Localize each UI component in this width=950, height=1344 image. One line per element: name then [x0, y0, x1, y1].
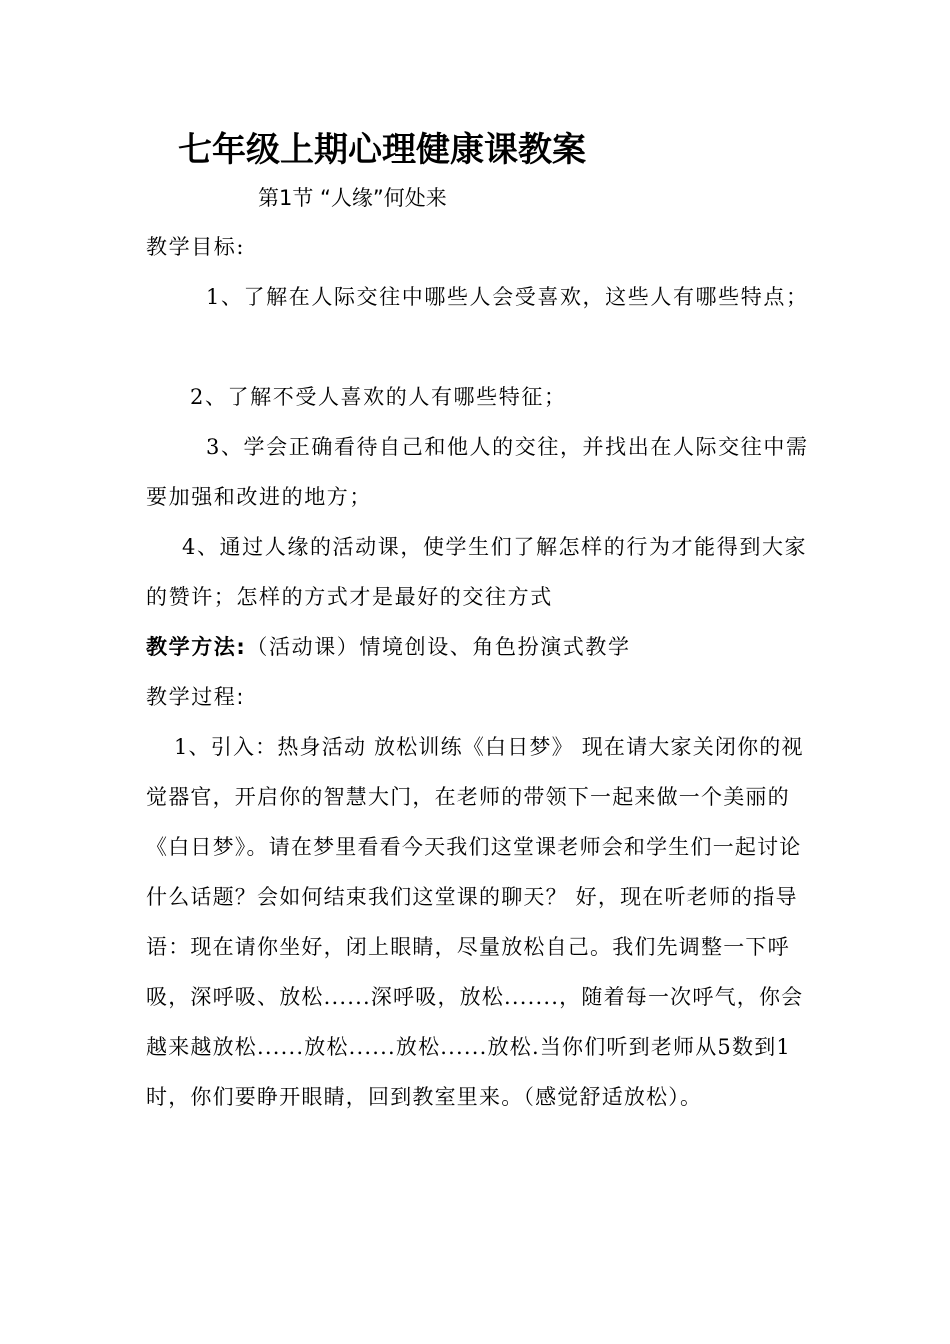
method-text: （活动课）情境创设、角色扮演式教学: [246, 635, 631, 659]
objective-item-1: 1、了解在人际交往中哪些人会受喜欢，这些人有哪些特点；: [206, 285, 809, 309]
objective-item-2: 2、了解不受人喜欢的人有哪些特征；: [190, 385, 567, 409]
lesson-subtitle: 第1节 “人缘”何处来: [258, 186, 447, 210]
document-title: 七年级上期心理健康课教案: [178, 130, 586, 170]
process-heading: 教学过程:: [146, 685, 246, 709]
objective-item-3: 3、学会正确看待自己和他人的交往，并找出在人际交往中需要加强和改进的地方；: [146, 435, 809, 509]
process-paragraph: 1、引入：热身活动 放松训练《白日梦》 现在请大家关闭你的视觉器官，开启你的智慧大门，在老师的带领下一起来做一个美丽的《白日梦》。请在梦里看看今天我们这堂课老师会和学生们一起讨论什么话题？会如何结束我们这堂课的聊天？ 好，现在听老师的指导语：现在请你坐好，闭上眼睛，尽量放松自己。我们先调整一下呼吸，深呼吸、放松......深呼吸，放松.......，随着每一次呼气，你会越来越放松......放松......放松......放松.当你们听到老师从5数到1时，你们要睁开眼睛，回到教室里来。（感觉舒适放松）。: [146, 735, 804, 1109]
objective-item-4: 4、通过人缘的活动课，使学生们了解怎样的行为才能得到大家的赞许；怎样的方式才是最好的交往方式: [146, 535, 808, 609]
method-label: 教学方法:: [146, 635, 247, 659]
objectives-heading: 教学目标:: [146, 235, 246, 259]
method-line: [146, 622, 631, 672]
